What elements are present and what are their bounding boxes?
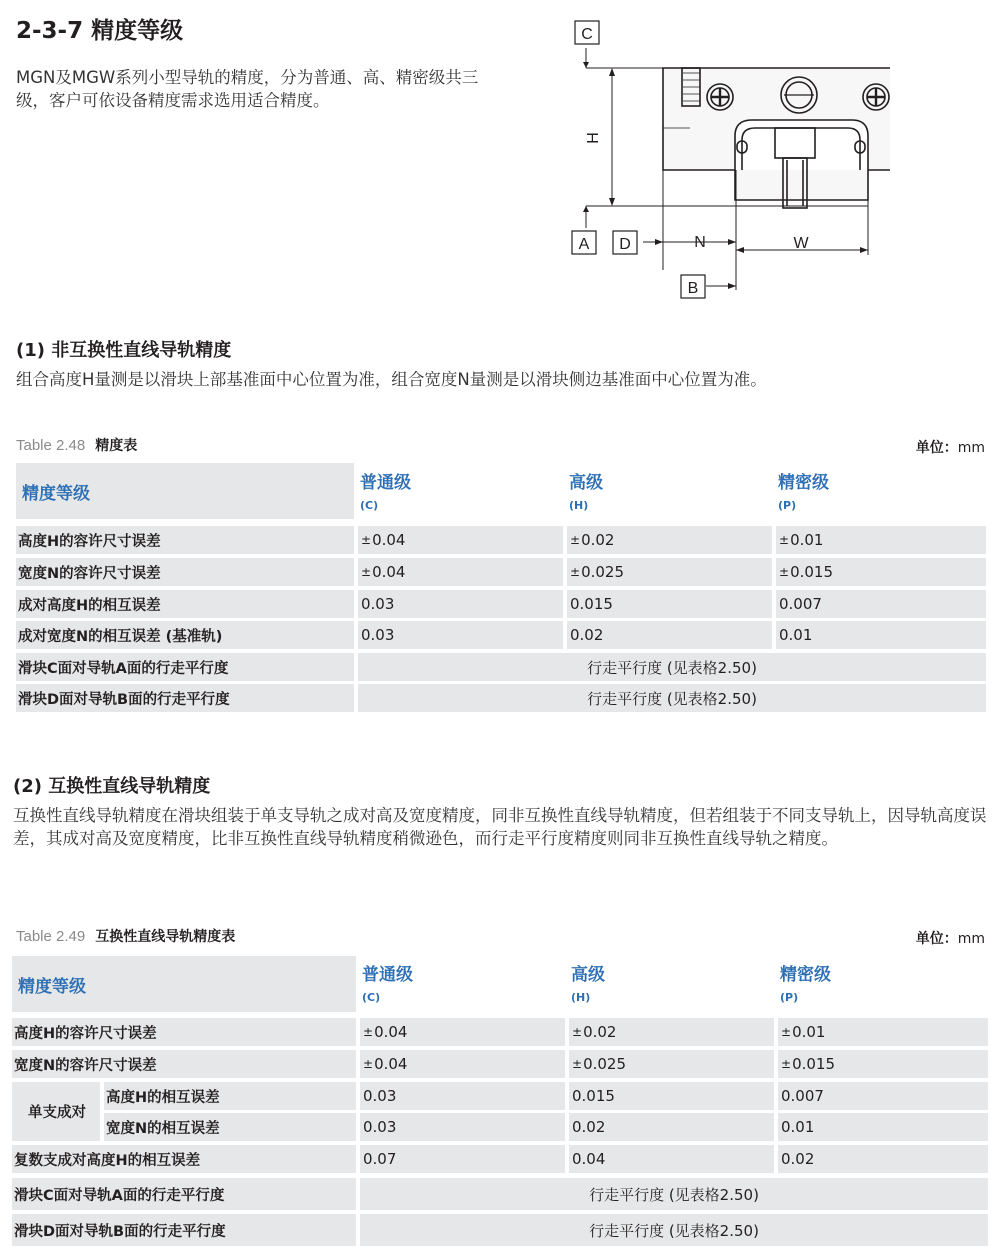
table2-unit-label: 单位： xyxy=(915,931,958,947)
label-n: N xyxy=(694,234,706,251)
table1-cell: 0.03 xyxy=(358,621,563,649)
table2-row-label: 复数支成对高度H的相互误差 xyxy=(12,1145,356,1173)
table1-row-label: 成对宽度N的相互误差 (基准轨) xyxy=(16,621,354,649)
table1-cell: ± 0.02 xyxy=(567,526,772,554)
label-c: C xyxy=(581,26,593,43)
table2-cell: ± 0.025 xyxy=(569,1050,774,1078)
label-a: A xyxy=(578,236,590,253)
table1-name: 精度表 xyxy=(95,438,138,454)
table1-number: Table 2.48 xyxy=(16,437,86,454)
table2-header-left: 精度等级 xyxy=(12,956,356,1012)
table2-row-label: 高度H的相互误差 xyxy=(104,1082,356,1110)
table1-merged-cell: 行走平行度 (见表格2.50) xyxy=(358,684,986,712)
table2-row-label: 宽度N的相互误差 xyxy=(104,1113,356,1141)
section1-text: 组合高度H量测是以滑块上部基准面中心位置为准，组合宽度N量测是以滑块侧边基准面中心位置为准。 xyxy=(16,370,767,389)
table1-unit xyxy=(916,437,985,457)
table2-group-label: 单支成对 xyxy=(12,1082,100,1141)
table2-cell: ± 0.01 xyxy=(778,1018,988,1046)
intro-paragraph: MGN及MGW系列小型导轨的精度，分为普通、高、精密级共三级，客户可依设备精度需求选用适合精度。 xyxy=(16,68,479,110)
table2-cell: 0.015 xyxy=(569,1082,774,1110)
table2-number: Table 2.49 xyxy=(16,928,86,945)
table1-cell: ± 0.025 xyxy=(567,558,772,586)
table2-cell: 0.04 xyxy=(569,1145,774,1173)
table2-merged-cell: 行走平行度 (见表格2.50) xyxy=(360,1178,988,1210)
label-b: B xyxy=(687,280,699,297)
table1-unit-label: 单位： xyxy=(915,440,958,456)
table2-row-label: 高度H的容许尺寸误差 xyxy=(12,1018,356,1046)
table2-cell: 0.03 xyxy=(360,1082,565,1110)
table1-row-label: 成对高度H的相互误差 xyxy=(16,590,354,618)
table2-caption xyxy=(16,926,235,946)
table2-grade-h: 高级 (H) xyxy=(571,965,605,1004)
table2-cell: 0.07 xyxy=(360,1145,565,1173)
table1-grade-h: 高级 (H) xyxy=(569,473,603,512)
table1-cell: ± 0.04 xyxy=(358,526,563,554)
table1-grade-p: 精密级 (P) xyxy=(778,473,829,512)
table2-cell: 0.02 xyxy=(569,1113,774,1141)
table2-row-label: 滑块D面对导轨B面的行走平行度 xyxy=(12,1214,356,1246)
table1-cell: 0.01 xyxy=(776,621,986,649)
table1-row-label: 滑块C面对导轨A面的行走平行度 xyxy=(16,653,354,681)
table2-cell: ± 0.015 xyxy=(778,1050,988,1078)
section2-text: 互换性直线导轨精度在滑块组装于单支导轨之成对高及宽度精度，同非互换性直线导轨精度，但若组装于不同支导轨上，因导轨高度误差，其成对高及宽度精度，比非互换性直线导轨精度稍微逊色，而行走平行度精度则同非互换性直线导轨之精度。 xyxy=(13,806,987,848)
label-h: H xyxy=(585,132,602,144)
table1-unit-value: mm xyxy=(957,440,985,456)
table2-merged-cell: 行走平行度 (见表格2.50) xyxy=(360,1214,988,1246)
table2-cell: ± 0.02 xyxy=(569,1018,774,1046)
table1-merged-cell: 行走平行度 (见表格2.50) xyxy=(358,653,986,681)
table2-row-label: 宽度N的容许尺寸误差 xyxy=(12,1050,356,1078)
table2-cell: ± 0.04 xyxy=(360,1050,565,1078)
table2-cell: 0.01 xyxy=(778,1113,988,1141)
section2-title: (2) 互换性直线导轨精度 xyxy=(13,776,211,797)
table1-cell: ± 0.04 xyxy=(358,558,563,586)
label-w: W xyxy=(793,235,809,252)
table1-cell: 0.007 xyxy=(776,590,986,618)
table1-cell: ± 0.01 xyxy=(776,526,986,554)
table2-grade-p: 精密级 (P) xyxy=(780,965,831,1004)
table1-row-label: 高度H的容许尺寸误差 xyxy=(16,526,354,554)
rail-cross-section-diagram xyxy=(560,15,890,305)
table1-cell: ± 0.015 xyxy=(776,558,986,586)
table1-cell: 0.03 xyxy=(358,590,563,618)
table2-cell: 0.02 xyxy=(778,1145,988,1173)
table1-cell: 0.015 xyxy=(567,590,772,618)
table1-grade-c: 普通级 (C) xyxy=(360,473,411,512)
table2-grade-c: 普通级 (C) xyxy=(362,965,413,1004)
table1-row-label: 宽度N的容许尺寸误差 xyxy=(16,558,354,586)
table1-header-left: 精度等级 xyxy=(16,463,354,519)
section-title: 2-3-7 精度等级 xyxy=(16,18,184,44)
table2-row-label: 滑块C面对导轨A面的行走平行度 xyxy=(12,1178,356,1210)
table2-unit-value: mm xyxy=(957,931,985,947)
table2-unit xyxy=(916,928,985,948)
table2-name: 互换性直线导轨精度表 xyxy=(95,929,236,945)
section1-title: (1) 非互换性直线导轨精度 xyxy=(16,340,232,361)
table2-cell: ± 0.04 xyxy=(360,1018,565,1046)
table2-cell: 0.007 xyxy=(778,1082,988,1110)
table1-caption xyxy=(16,435,137,455)
table1-cell: 0.02 xyxy=(567,621,772,649)
label-d: D xyxy=(619,236,631,253)
table2-cell: 0.03 xyxy=(360,1113,565,1141)
table1-row-label: 滑块D面对导轨B面的行走平行度 xyxy=(16,684,354,712)
